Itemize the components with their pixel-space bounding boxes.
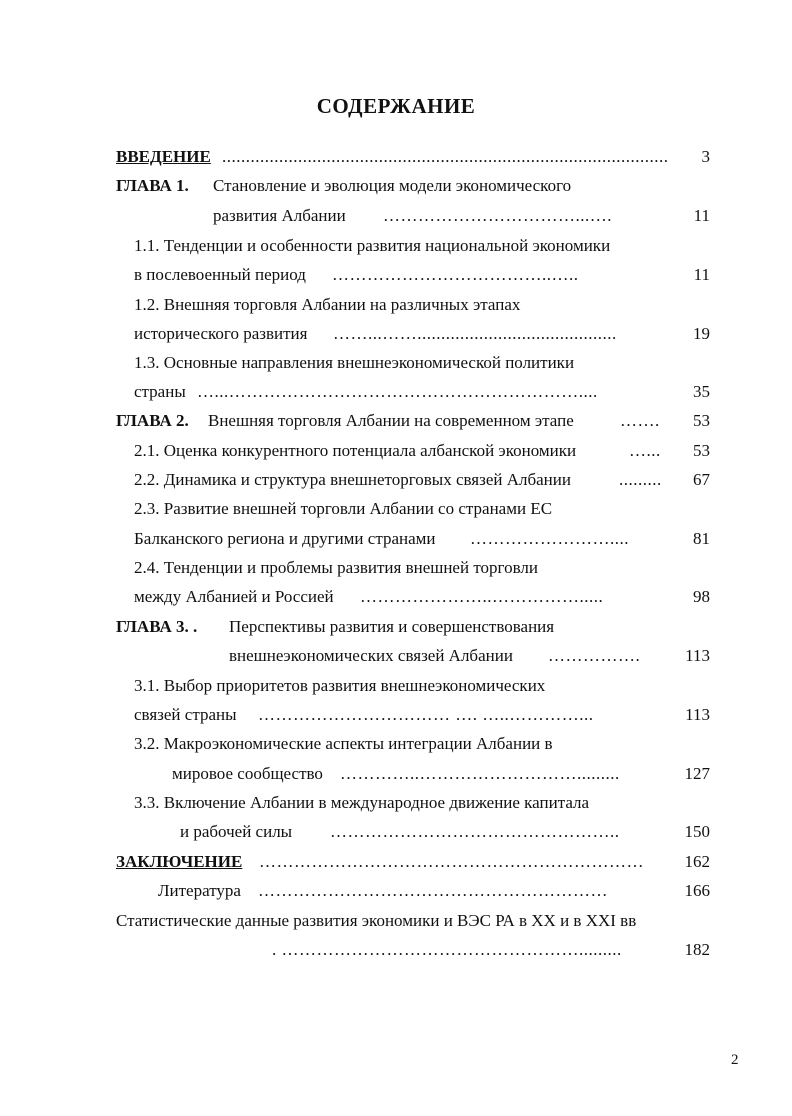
toc-section-2-1-page: 53: [693, 441, 710, 460]
toc-chapter1-label[interactable]: ГЛАВА 1.: [116, 176, 189, 195]
toc-chapter3-page: 113: [685, 646, 710, 665]
toc-conclusion-dots: …………………………………………………………: [259, 852, 644, 871]
toc-section-3-2[interactable]: 3.2. Макроэкономические аспекты интеграции Албании в: [134, 734, 553, 753]
toc-chapter2-page: 53: [693, 411, 710, 430]
toc-section-2-2-page: 67: [693, 470, 710, 489]
toc-section-3-3-dots: …………………………………………..: [330, 822, 620, 841]
toc-conclusion-page: 162: [684, 852, 710, 871]
toc-section-1-3-page: 35: [693, 382, 710, 401]
toc-chapter3-label[interactable]: ГЛАВА 3. .: [116, 617, 198, 636]
toc-section-3-2-cont[interactable]: мировое сообщество: [172, 764, 323, 783]
toc-chapter3-title-cont[interactable]: внешнеэкономических связей Албании: [229, 646, 513, 665]
toc-section-1-1-cont[interactable]: в послевоенный период: [134, 265, 306, 284]
toc-chapter1-page: 11: [693, 206, 710, 225]
toc-chapter1-title-cont[interactable]: развития Албании: [213, 206, 346, 225]
toc-statistics[interactable]: Статистические данные развития экономики и ВЭС РА в XX и в XXI вв: [116, 911, 637, 930]
toc-section-3-2-dots: …………..……………………….........: [340, 764, 620, 783]
toc-section-1-2-cont[interactable]: исторического развития: [134, 324, 308, 343]
page-number: 2: [731, 1052, 739, 1068]
toc-section-2-3[interactable]: 2.3. Развитие внешней торговли Албании со странами ЕС: [134, 499, 553, 518]
toc-section-2-4-dots: …………………..…………….....: [360, 587, 604, 606]
toc-section-3-2-page: 127: [684, 764, 710, 783]
toc-chapter1-dots: ……………………………...….: [383, 206, 612, 225]
toc-section-3-3-cont[interactable]: и рабочей силы: [180, 822, 293, 841]
toc-chapter2-dots: …….: [620, 411, 660, 430]
toc-section-1-2-page: 19: [693, 324, 710, 343]
toc-section-2-4-page: 98: [693, 587, 710, 606]
toc-section-2-1-dots: …...: [629, 441, 661, 460]
toc-references-page: 166: [684, 881, 710, 900]
toc-chapter2-title[interactable]: Внешняя торговля Албании на современном этапе: [208, 411, 574, 430]
toc-section-3-3[interactable]: 3.3. Включение Албании в международное движение капитала: [134, 793, 590, 812]
toc-chapter3-dots: …………….: [548, 646, 641, 665]
toc-section-2-2-dots: .........: [619, 470, 662, 489]
toc-statistics-page: 182: [684, 940, 710, 959]
toc-chapter2-label[interactable]: ГЛАВА 2.: [116, 411, 189, 430]
toc-section-3-1[interactable]: 3.1. Выбор приоритетов развития внешнеэкономических: [134, 676, 546, 695]
toc-intro-dots: ..............................................................................................: [222, 147, 669, 166]
toc-conclusion-label[interactable]: ЗАКЛЮЧЕНИЕ: [116, 852, 243, 871]
toc-section-3-1-cont[interactable]: связей страны: [134, 705, 237, 724]
toc-section-2-3-dots: ……………………....: [470, 529, 629, 548]
page-title: СОДЕРЖАНИЕ: [316, 94, 476, 118]
toc-section-1-1[interactable]: 1.1. Тенденции и особенности развития национальной экономики: [134, 236, 611, 255]
toc-section-1-2[interactable]: 1.2. Внешняя торговля Албании на различных этапах: [134, 295, 521, 314]
toc-section-1-1-page: 11: [693, 265, 710, 284]
toc-section-1-1-dots: ………………………………..…..: [332, 265, 579, 284]
toc-section-2-2[interactable]: 2.2. Динамика и структура внешнеторговых связей Албании: [134, 470, 571, 489]
toc-section-3-1-page: 113: [685, 705, 710, 724]
toc-section-3-3-page: 150: [684, 822, 710, 841]
toc-section-3-1-dots: …………………………… …. …..…………...: [258, 705, 594, 724]
toc-section-1-3-cont[interactable]: страны: [134, 382, 186, 401]
toc-section-1-3-dots: …...……………………………………………………....: [197, 382, 598, 401]
toc-section-2-4-cont[interactable]: между Албанией и Россией: [134, 587, 334, 606]
toc-section-1-2-dots: ……...……..........................................: [333, 324, 617, 343]
toc-section-2-1[interactable]: 2.1. Оценка конкурентного потенциала албанской экономики: [134, 441, 577, 460]
toc-references-dots: ……………………………………………………: [258, 881, 608, 900]
toc-chapter3-title[interactable]: Перспективы развития и совершенствования: [229, 617, 555, 636]
toc-statistics-dots: . …………………………………………….........: [272, 940, 622, 959]
toc-section-2-3-page: 81: [693, 529, 710, 548]
toc-references[interactable]: Литература: [158, 881, 241, 900]
toc-intro-label[interactable]: ВВЕДЕНИЕ: [116, 147, 211, 166]
toc-chapter1-title[interactable]: Становление и эволюция модели экономического: [213, 176, 572, 195]
toc-section-2-4[interactable]: 2.4. Тенденции и проблемы развития внешней торговли: [134, 558, 538, 577]
toc-section-2-3-cont[interactable]: Балканского региона и другими странами: [134, 529, 436, 548]
toc-intro-page: 3: [701, 147, 710, 166]
toc-section-1-3[interactable]: 1.3. Основные направления внешнеэкономической политики: [134, 353, 575, 372]
